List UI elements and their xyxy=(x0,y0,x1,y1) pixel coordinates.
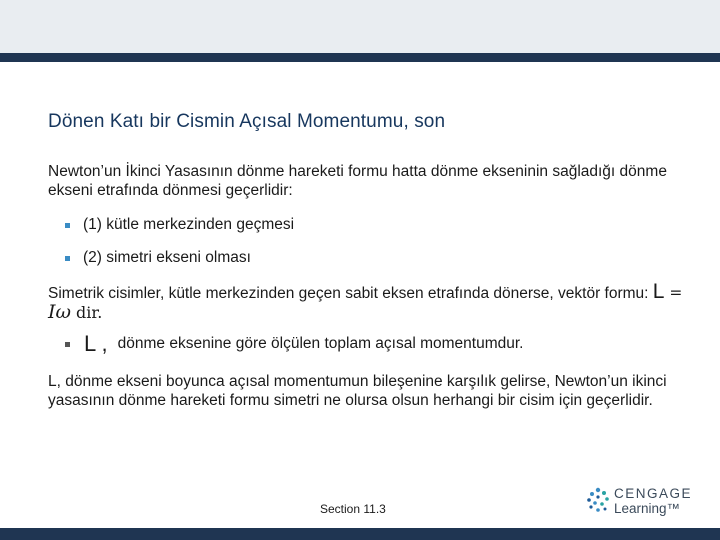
bullet-text: (1) kütle merkezinden geçmesi xyxy=(83,216,295,233)
bullet-text: (2) simetri ekseni olması xyxy=(83,249,251,266)
formula-L: L xyxy=(652,280,665,303)
paragraph-lead: Simetrik cisimler, kütle merkezinden geçen sabit eksen etrafında dönerse, vektör formu: xyxy=(48,285,649,302)
logo-text-learning: Learning™ xyxy=(614,501,681,516)
symbol-L: L , xyxy=(84,331,108,356)
bullet-item-2 xyxy=(65,249,251,267)
formula-equals: = xyxy=(669,284,683,302)
formula-I: I xyxy=(48,301,56,323)
paragraph-conclusion: L, dönme ekseni boyunca açısal momentumun bileşenine karşılık gelirse, Newton’un ikinci yasasının dönme hareketi formu simetri ne olursa olsun herhangi bir cisim için geçerlidir. xyxy=(48,373,667,409)
bullet-marker-icon xyxy=(65,342,70,347)
bullet-text: dönme eksenine göre ölçülen toplam açısal momentumdur. xyxy=(117,335,524,352)
header-band-dark xyxy=(0,53,720,62)
formula-suffix: dir. xyxy=(75,303,103,322)
paragraph-vector-form xyxy=(48,282,698,323)
paragraph-intro: Newton’un İkinci Yasasının dönme hareketi formu hatta dönme ekseninin sağladığı dönme ekseni etrafında dönmesi geçerlidir: xyxy=(48,163,667,199)
bullet-marker-icon xyxy=(65,223,70,228)
slide-title: Dönen Katı bir Cismin Açısal Momentumu, son xyxy=(48,111,446,132)
bullet-item-1 xyxy=(65,216,294,234)
cengage-dots-icon xyxy=(584,486,612,516)
cengage-logo xyxy=(584,486,694,518)
bullet-item-3 xyxy=(65,331,523,357)
formula-omega: ω xyxy=(55,301,72,323)
footer-band xyxy=(0,528,720,540)
bullet-marker-icon xyxy=(65,256,70,261)
header-band-light xyxy=(0,0,720,53)
section-footer: Section 11.3 xyxy=(320,502,386,516)
logo-text-cengage: CENGAGE xyxy=(614,486,693,501)
